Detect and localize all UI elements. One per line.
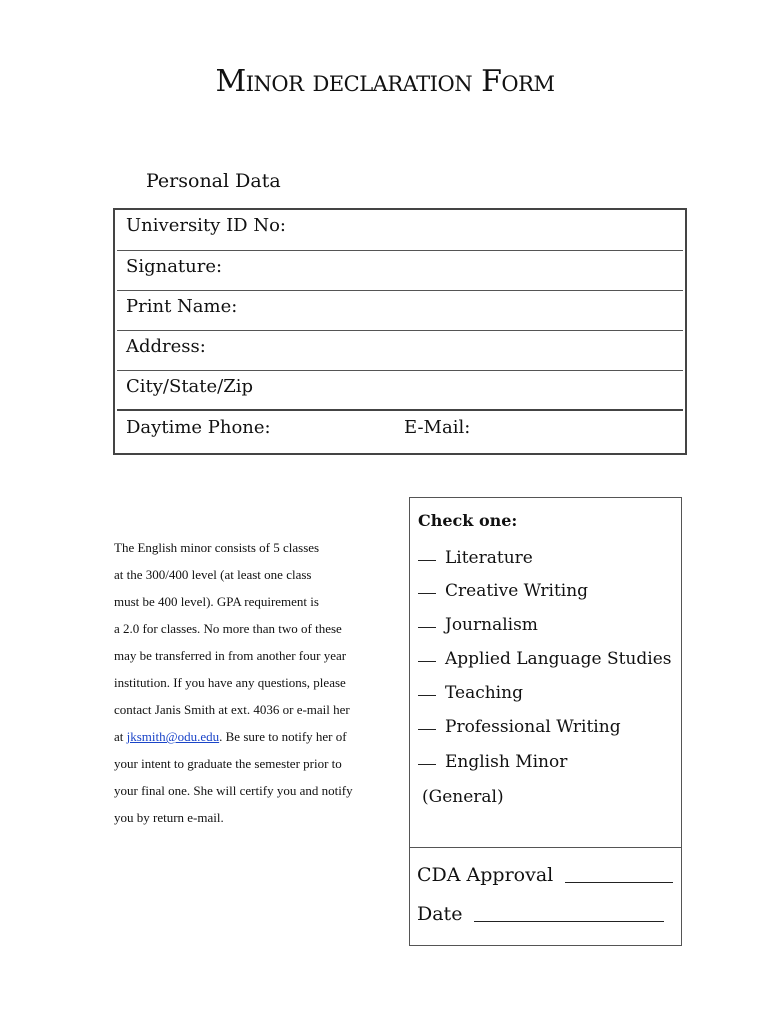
university-id-field[interactable] xyxy=(117,210,683,251)
option-english-minor[interactable] xyxy=(418,752,567,772)
info-line: at the 300/400 level (at least one class xyxy=(114,567,312,582)
cda-approval-label: CDA Approval xyxy=(417,864,554,886)
info-line-suffix: . Be sure to notify her of xyxy=(219,729,347,744)
checkbox-blank[interactable] xyxy=(418,560,436,561)
option-label: English Minor xyxy=(445,752,568,772)
date-line[interactable] xyxy=(474,921,664,922)
option-teaching[interactable] xyxy=(418,683,523,703)
cda-approval-field[interactable] xyxy=(417,864,673,886)
cda-approval-line[interactable] xyxy=(565,882,673,883)
print-name-field[interactable] xyxy=(117,291,683,331)
signature-label: Signature: xyxy=(126,256,223,277)
option-applied-language-studies[interactable] xyxy=(418,649,671,669)
info-line: The English minor consists of 5 classes xyxy=(114,540,320,555)
date-label: Date xyxy=(417,903,463,925)
option-journalism[interactable] xyxy=(418,615,538,635)
signature-field[interactable] xyxy=(117,251,683,291)
email-link[interactable]: jksmith@odu.edu xyxy=(126,729,220,744)
info-line: contact Janis Smith at ext. 4036 or e-mail her xyxy=(114,702,350,717)
daytime-phone-label: Daytime Phone: xyxy=(126,417,271,438)
option-literature[interactable] xyxy=(418,548,533,568)
general-note: (General) xyxy=(422,787,504,807)
option-label: Applied Language Studies xyxy=(445,649,672,669)
checkbox-blank[interactable] xyxy=(418,764,436,765)
minor-info-text xyxy=(114,534,404,831)
option-creative-writing[interactable] xyxy=(418,581,588,601)
option-label: Creative Writing xyxy=(445,581,589,601)
date-field[interactable] xyxy=(417,903,664,925)
university-id-label: University ID No: xyxy=(126,215,286,236)
check-one-box xyxy=(409,497,682,946)
phone-email-row[interactable] xyxy=(117,412,683,453)
option-label: Teaching xyxy=(445,683,523,703)
personal-data-table xyxy=(113,208,687,455)
info-line: your final one. She will certify you and notify xyxy=(114,783,353,798)
option-professional-writing[interactable] xyxy=(418,717,621,737)
address-field[interactable] xyxy=(117,331,683,371)
city-state-zip-field[interactable] xyxy=(117,371,683,411)
checkbox-blank[interactable] xyxy=(418,695,436,696)
info-line: your intent to graduate the semester prior to xyxy=(114,756,342,771)
info-line: a 2.0 for classes. No more than two of these xyxy=(114,621,342,636)
approval-divider xyxy=(410,847,681,848)
info-line: institution. If you have any questions, please xyxy=(114,675,346,690)
city-state-zip-label: City/State/Zip xyxy=(126,376,254,397)
checkbox-blank[interactable] xyxy=(418,661,436,662)
address-label: Address: xyxy=(126,336,206,357)
info-line: you by return e-mail. xyxy=(114,810,224,825)
option-label: Literature xyxy=(445,548,533,568)
form-title: Minor declaration Form xyxy=(215,64,555,99)
checkbox-blank[interactable] xyxy=(418,729,436,730)
email-label: E-Mail: xyxy=(404,417,471,438)
option-label: Professional Writing xyxy=(445,717,621,737)
check-one-title: Check one: xyxy=(418,511,518,530)
checkbox-blank[interactable] xyxy=(418,593,436,594)
checkbox-blank[interactable] xyxy=(418,627,436,628)
info-line: may be transferred in from another four year xyxy=(114,648,347,663)
info-line: must be 400 level). GPA requirement is xyxy=(114,594,319,609)
print-name-label: Print Name: xyxy=(126,296,238,317)
option-label: Journalism xyxy=(445,615,538,635)
info-line xyxy=(114,723,404,750)
personal-data-label: Personal Data xyxy=(146,170,281,192)
info-line-prefix: at xyxy=(114,729,127,744)
